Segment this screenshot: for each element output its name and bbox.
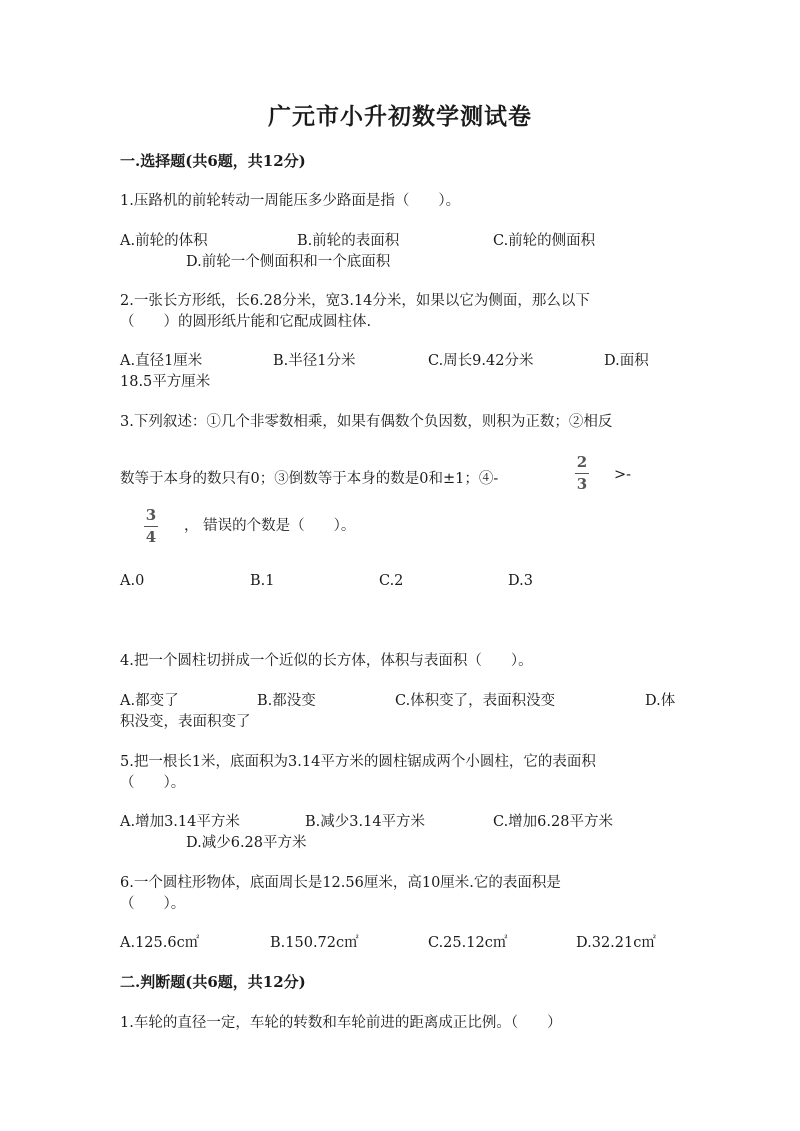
question-2-option-d-part1: D.面积 [604,353,649,369]
fraction-numerator: 2 [576,453,588,471]
question-2-stem-line2: （ ）的圆形纸片能和它配成圆柱体. [120,314,372,330]
question-3-stem-line3: ， 错误的个数是（ ）。 [184,518,356,534]
fraction-three-quarters [144,508,158,545]
question-5-stem-line1: 5.把一根长1米，底面积为3.14平方米的圆柱锯成两个小圆柱，它的表面积 [120,754,596,770]
fraction-two-thirds [575,455,589,492]
question-6-stem-line2: （ ）。 [120,896,186,912]
question-2-option-d-part2: 18.5平方厘米 [120,374,211,390]
question-6-option-d: D.32.21c㎡ [576,935,656,951]
question-2-option-b: B.半径1分米 [273,353,356,369]
question-3-option-c: C.2 [379,573,404,589]
judgement-1-stem: 1.车轮的直径一定，车轮的转数和车轮前进的距离成正比例。（ ） [120,1015,562,1031]
question-1-option-d: D.前轮一个侧面积和一个底面积 [186,254,391,270]
question-2-option-a: A.直径1厘米 [120,353,203,369]
question-4-option-a: A.都变了 [120,693,179,709]
question-2-stem-line1: 2.一张长方形纸，长6.28分米，宽3.14分米，如果以它为侧面，那么以下 [120,293,590,309]
question-6-stem-line1: 6.一个圆柱形物体，底面周长是12.56厘米，高10厘米.它的表面积是 [120,875,561,891]
section-heading-choice: 一.选择题(共6题，共12分) [120,152,306,170]
fraction-bar [575,473,589,474]
question-5-option-b: B.减少3.14平方米 [305,814,426,830]
question-3-option-a: A.0 [120,573,145,589]
section-heading-judgement: 二.判断题(共6题，共12分) [120,973,306,991]
fraction-denominator: 3 [576,475,588,493]
question-3-comparison: >- [614,467,632,483]
question-3-option-b: B.1 [250,573,275,589]
question-1-option-b: B.前轮的表面积 [297,233,400,249]
fraction-bar [144,526,158,527]
question-4-option-b: B.都没变 [257,693,316,709]
question-3-option-d: D.3 [508,573,533,589]
question-1-option-a: A.前轮的体积 [120,233,208,249]
question-5-option-c: C.增加6.28平方米 [493,814,613,830]
question-6-option-c: C.25.12c㎡ [428,935,508,951]
question-6-option-a: A.125.6c㎡ [120,935,200,951]
question-3-stem-line1: 3.下列叙述：①几个非零数相乘，如果有偶数个负因数，则积为正数；②相反 [120,414,613,430]
question-4-option-d-part2: 积没变，表面积变了 [120,714,251,730]
question-3-stem-line2: 数等于本身的数只有0；③倒数等于本身的数是0和±1；④- [120,471,499,487]
question-2-option-c: C.周长9.42分米 [428,353,534,369]
fraction-numerator: 3 [145,506,157,524]
page-title: 广元市小升初数学测试卷 [268,103,532,130]
question-4-option-c: C.体积变了，表面积没变 [395,693,556,709]
question-5-option-a: A.增加3.14平方米 [120,814,240,830]
question-6-option-b: B.150.72c㎡ [270,935,359,951]
question-1-option-c: C.前轮的侧面积 [493,233,596,249]
question-5-stem-line2: （ ）。 [120,775,186,791]
fraction-denominator: 4 [145,528,157,546]
question-1-stem: 1.压路机的前轮转动一周能压多少路面是指（ ）。 [120,193,461,209]
question-4-stem: 4.把一个圆柱切拼成一个近似的长方体，体积与表面积（ ）。 [120,653,533,669]
question-5-option-d: D.减少6.28平方米 [186,835,307,851]
question-4-option-d-part1: D.体 [645,693,676,709]
